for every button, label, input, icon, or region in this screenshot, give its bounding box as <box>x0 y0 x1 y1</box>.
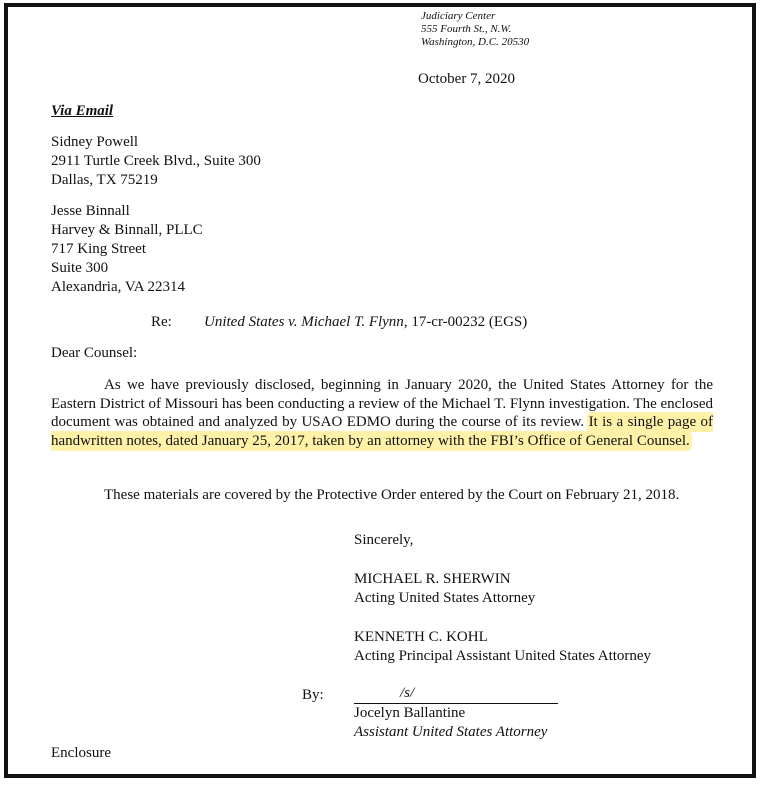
letter-date: October 7, 2020 <box>418 71 516 87</box>
closing: Sincerely, <box>354 532 414 548</box>
case-number: , 17-cr-00232 (EGS) <box>403 314 528 330</box>
recipient-1-street: 2911 Turtle Creek Blvd., Suite 300 <box>51 153 261 169</box>
recipient-2-address <box>51 202 203 297</box>
by-name: Jocelyn Ballantine <box>354 705 466 721</box>
letterhead-address <box>421 10 529 49</box>
recipient-1-address <box>51 133 261 190</box>
recipient-2-firm: Harvey & Binnall, PLLC <box>51 222 203 238</box>
signer-2-block <box>354 628 651 666</box>
recipient-2-street: 717 King Street <box>51 241 146 257</box>
body-paragraph-2: These materials are covered by the Protective Order entered by the Court on February 21, 2018. <box>104 487 680 503</box>
signer-2-title: Acting Principal Assistant United States Attorney <box>354 648 652 664</box>
signer-1-title: Acting United States Attorney <box>354 590 536 606</box>
by-label: By: <box>302 687 324 703</box>
signature-line <box>354 687 558 704</box>
letter-page <box>4 3 756 778</box>
salutation: Dear Counsel: <box>51 345 138 361</box>
body-paragraph-1 <box>51 376 713 450</box>
re-line <box>204 313 527 332</box>
signature-mark: /s/ <box>400 685 415 701</box>
recipient-2-suite: Suite 300 <box>51 260 109 276</box>
letter-document <box>8 7 760 782</box>
re-label: Re: <box>151 314 172 330</box>
by-title: Assistant United States Attorney <box>354 724 548 740</box>
enclosure-note: Enclosure <box>51 745 111 761</box>
recipient-1-city: Dallas, TX 75219 <box>51 172 158 188</box>
delivery-method: Via Email <box>51 103 114 119</box>
letterhead-line-3: Washington, D.C. 20530 <box>421 36 530 48</box>
highlighted-sentence: It is a single page of handwritten notes, dated January 25, 2017, taken by an attorney with the FBI’s Office of General Counsel. <box>51 414 714 449</box>
recipient-2-city: Alexandria, VA 22314 <box>51 279 186 295</box>
letterhead-line-2: 555 Fourth St., N.W. <box>421 23 512 35</box>
letterhead-line-1: Judiciary Center <box>421 10 496 22</box>
signer-2-name: KENNETH C. KOHL <box>354 629 488 645</box>
recipient-2-name: Jesse Binnall <box>51 203 130 219</box>
case-name: United States v. Michael T. Flynn <box>204 314 404 330</box>
signer-1-block <box>354 570 535 608</box>
by-signature-block <box>354 685 558 742</box>
signer-1-name: MICHAEL R. SHERWIN <box>354 571 511 587</box>
paragraph-1-text: As we have previously disclosed, beginning in January 2020, the United States Attorney for the Eastern District of Missouri has been conducting a review of the Michael T. Flynn investigation. The enclosed document was obtained and analyzed by USAO EDMO during the course of its review. <box>51 377 713 430</box>
recipient-1-name: Sidney Powell <box>51 134 139 150</box>
